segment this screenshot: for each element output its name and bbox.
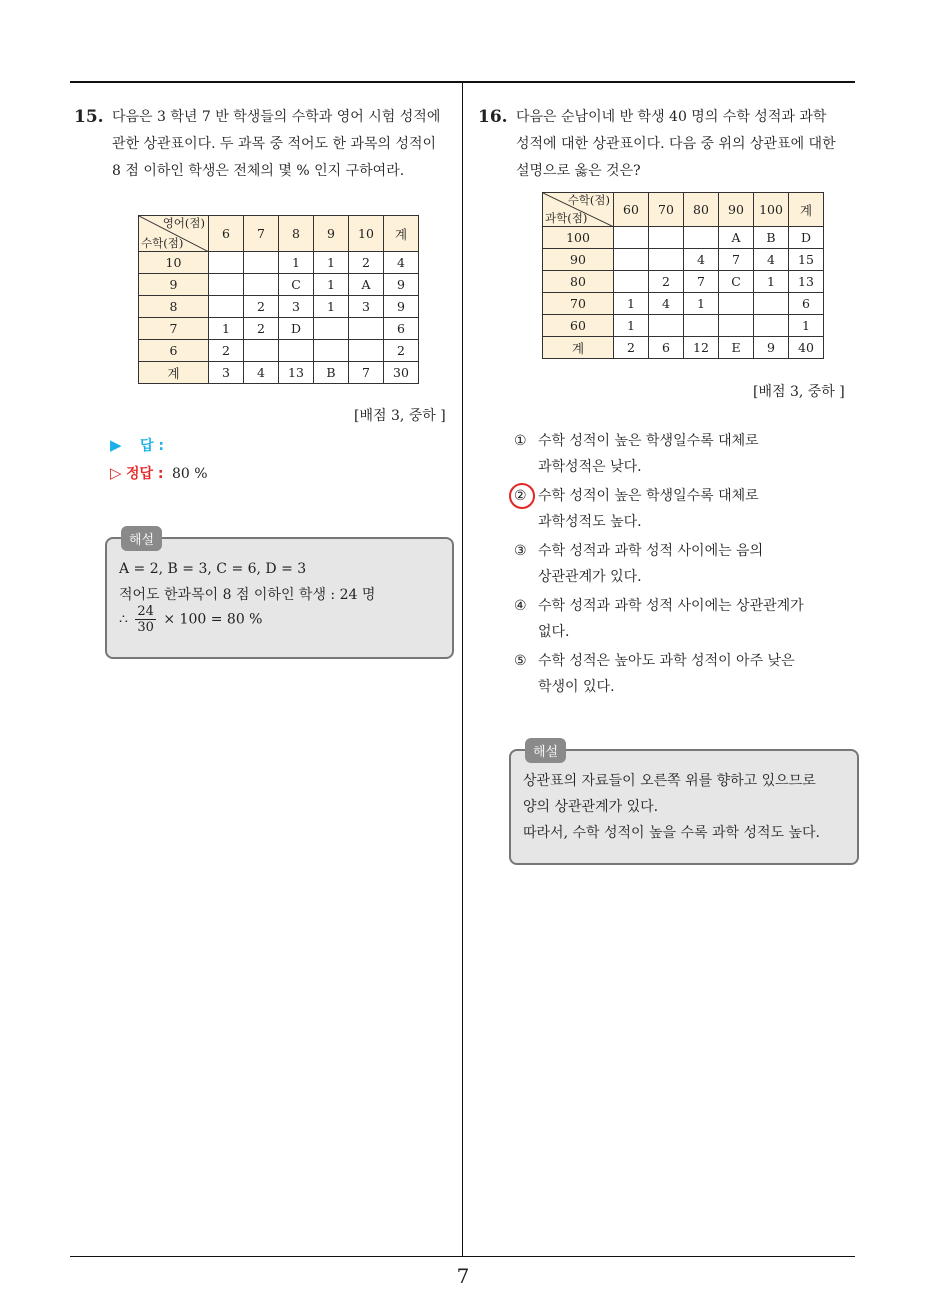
row-header: 9 xyxy=(139,274,209,296)
column-header: 70 xyxy=(649,193,684,227)
table-cell: 1 xyxy=(314,252,349,274)
score-label-16: [배점 3, 중하 ] xyxy=(753,384,845,400)
selected-answer-circle xyxy=(509,483,535,509)
answer-label: 답 : xyxy=(140,438,164,454)
table-cell xyxy=(314,318,349,340)
option-mark: ⑤ xyxy=(514,653,527,669)
table-row xyxy=(139,318,419,340)
row-axis-label: 과학(점) xyxy=(545,211,588,225)
table-row xyxy=(543,293,824,315)
table-cell: E xyxy=(719,337,754,359)
table-cell: B xyxy=(314,362,349,384)
table-cell xyxy=(649,227,684,249)
table-cell xyxy=(244,340,279,362)
explanation-line: 따라서, 수학 성적이 높을 수록 과학 성적도 높다. xyxy=(523,825,821,841)
formula-result: × 100 = 80 % xyxy=(163,611,263,628)
option-mark: ① xyxy=(514,433,527,449)
table-cell xyxy=(649,315,684,337)
correlation-table-16 xyxy=(542,192,824,359)
table-cell: 4 xyxy=(649,293,684,315)
table-row xyxy=(543,227,824,249)
column-axis-label: 수학(점) xyxy=(567,193,610,207)
question-15 xyxy=(74,104,459,185)
table-row xyxy=(139,362,419,384)
table-row xyxy=(139,296,419,318)
table-cell xyxy=(314,340,349,362)
option-mark: ④ xyxy=(514,598,527,614)
table-cell xyxy=(754,293,789,315)
table-cell: 6 xyxy=(384,318,419,340)
row-header: 100 xyxy=(543,227,614,249)
table-cell: 15 xyxy=(789,249,824,271)
correct-answer-value: 80 % xyxy=(171,466,208,482)
table-cell: 1 xyxy=(614,315,649,337)
table-cell: 4 xyxy=(684,249,719,271)
table-cell xyxy=(614,249,649,271)
table-cell: 13 xyxy=(279,362,314,384)
option-5[interactable] xyxy=(514,648,795,700)
option-text xyxy=(538,593,804,645)
option-text xyxy=(538,428,759,480)
option-4[interactable] xyxy=(514,593,804,645)
table-cell: 30 xyxy=(384,362,419,384)
option-line: 없다. xyxy=(538,624,570,640)
table-cell: C xyxy=(719,271,754,293)
table-cell: 9 xyxy=(384,274,419,296)
column-header: 90 xyxy=(719,193,754,227)
column-header: 100 xyxy=(754,193,789,227)
table-cell: 7 xyxy=(684,271,719,293)
table-cell xyxy=(349,340,384,362)
table-cell xyxy=(649,249,684,271)
column-header: 7 xyxy=(244,216,279,252)
table-cell xyxy=(684,227,719,249)
fraction-denominator: 30 xyxy=(137,620,154,635)
row-header: 8 xyxy=(139,296,209,318)
option-text xyxy=(538,483,759,535)
explanation-line: 양의 상관관계가 있다. xyxy=(523,799,659,815)
option-line: 학생이 있다. xyxy=(538,679,615,695)
table-cell: A xyxy=(349,274,384,296)
column-header: 10 xyxy=(349,216,384,252)
option-1[interactable] xyxy=(514,428,759,480)
table-row xyxy=(543,271,824,293)
table-cell: 1 xyxy=(614,293,649,315)
table-cell: D xyxy=(789,227,824,249)
table-row xyxy=(543,249,824,271)
row-axis-label: 수학(점) xyxy=(141,236,184,250)
question-line: 다음은 순남이네 반 학생 40 명의 수학 성적과 과학 xyxy=(516,109,827,125)
table-cell: 6 xyxy=(649,337,684,359)
table-cell: 2 xyxy=(209,340,244,362)
column-header: 계 xyxy=(789,193,824,227)
option-line: 수학 성적과 과학 성적 사이에는 상관관계가 xyxy=(538,598,804,614)
option-line: 수학 성적은 높아도 과학 성적이 아주 낮은 xyxy=(538,653,795,669)
question-text xyxy=(516,104,863,185)
table-cell xyxy=(684,315,719,337)
question-number: 16. xyxy=(478,107,508,127)
table-corner xyxy=(139,216,209,252)
table-cell: 1 xyxy=(684,293,719,315)
option-mark: ② xyxy=(514,488,527,504)
explanation-tag: 해설 xyxy=(121,526,162,551)
table-cell: 9 xyxy=(384,296,419,318)
table-cell xyxy=(754,315,789,337)
table-cell: 4 xyxy=(754,249,789,271)
table-cell xyxy=(209,274,244,296)
column-header: 80 xyxy=(684,193,719,227)
score-label-15: [배점 3, 중하 ] xyxy=(354,408,446,424)
option-line: 과학성적은 낮다. xyxy=(538,459,642,475)
table-cell: 2 xyxy=(349,252,384,274)
row-header: 계 xyxy=(139,362,209,384)
table-cell: 4 xyxy=(384,252,419,274)
row-header: 70 xyxy=(543,293,614,315)
table-row xyxy=(543,315,824,337)
table-cell: 1 xyxy=(314,274,349,296)
question-line: 다음은 3 학년 7 반 학생들의 수학과 영어 시험 성적에 xyxy=(112,109,441,125)
table-cell: 1 xyxy=(754,271,789,293)
table-row xyxy=(139,274,419,296)
column-header: 계 xyxy=(384,216,419,252)
table-cell xyxy=(244,252,279,274)
explanation-tag: 해설 xyxy=(525,738,566,763)
correct-answer-arrow-icon: ▷ xyxy=(110,464,122,482)
table-cell: C xyxy=(279,274,314,296)
column-header: 60 xyxy=(614,193,649,227)
row-header: 60 xyxy=(543,315,614,337)
option-mark: ③ xyxy=(514,543,527,559)
therefore-symbol: ∴ xyxy=(119,611,128,628)
table-cell: 3 xyxy=(349,296,384,318)
table-cell: B xyxy=(754,227,789,249)
table-cell: 2 xyxy=(384,340,419,362)
table-cell: D xyxy=(279,318,314,340)
question-line: 관한 상관표이다. 두 과목 중 적어도 한 과목의 성적이 xyxy=(112,136,437,152)
table-cell xyxy=(209,296,244,318)
fraction xyxy=(135,604,156,635)
explanation-box-15 xyxy=(105,533,454,659)
explanation-line: A = 2, B = 3, C = 6, D = 3 xyxy=(119,561,307,577)
table-cell: 6 xyxy=(789,293,824,315)
option-3[interactable] xyxy=(514,538,763,590)
table-cell: 12 xyxy=(684,337,719,359)
table-cell: 7 xyxy=(349,362,384,384)
column-axis-label: 영어(점) xyxy=(162,216,205,230)
option-line: 상관관계가 있다. xyxy=(538,569,642,585)
explanation-line: 상관표의 자료들이 오른쪽 위를 향하고 있으므로 xyxy=(523,773,816,789)
explanation-line: 적어도 한과목이 8 점 이하인 학생 : 24 명 xyxy=(119,587,376,603)
table-row xyxy=(543,337,824,359)
table-cell xyxy=(349,318,384,340)
column-header: 6 xyxy=(209,216,244,252)
bottom-rule xyxy=(70,1256,855,1257)
table-cell: 2 xyxy=(244,318,279,340)
table-cell: 7 xyxy=(719,249,754,271)
table-cell xyxy=(244,274,279,296)
table-cell: 2 xyxy=(244,296,279,318)
row-header: 90 xyxy=(543,249,614,271)
table-cell xyxy=(614,227,649,249)
table-cell: 1 xyxy=(314,296,349,318)
answer-arrow-icon: ▶ xyxy=(110,436,122,454)
option-line: 수학 성적이 높은 학생일수록 대체로 xyxy=(538,433,759,449)
question-number: 15. xyxy=(74,107,104,127)
row-header: 6 xyxy=(139,340,209,362)
correct-answer-label: 정답 : xyxy=(126,466,164,482)
table-row xyxy=(139,252,419,274)
table-cell xyxy=(719,315,754,337)
row-header: 80 xyxy=(543,271,614,293)
table-cell: 1 xyxy=(789,315,824,337)
row-header: 7 xyxy=(139,318,209,340)
option-line: 수학 성적이 높은 학생일수록 대체로 xyxy=(538,488,759,504)
table-cell: 2 xyxy=(614,337,649,359)
table-cell xyxy=(279,340,314,362)
row-header: 10 xyxy=(139,252,209,274)
table-cell: 3 xyxy=(209,362,244,384)
table-cell: 1 xyxy=(279,252,314,274)
table-corner xyxy=(543,193,614,227)
column-header: 9 xyxy=(314,216,349,252)
page-number: 7 xyxy=(456,1264,470,1288)
option-line: 과학성적도 높다. xyxy=(538,514,642,530)
question-line: 성적에 대한 상관표이다. 다음 중 위의 상관표에 대한 xyxy=(516,136,836,152)
table-cell xyxy=(719,293,754,315)
correct-answer-line xyxy=(110,463,208,483)
table-cell: 3 xyxy=(279,296,314,318)
table-cell: 2 xyxy=(649,271,684,293)
column-divider xyxy=(462,81,463,1256)
table-cell: 9 xyxy=(754,337,789,359)
option-2[interactable] xyxy=(514,483,759,535)
table-cell: 13 xyxy=(789,271,824,293)
explanation-formula xyxy=(119,604,375,635)
question-line: 8 점 이하인 학생은 전체의 몇 % 인지 구하여라. xyxy=(112,163,405,179)
table-cell: A xyxy=(719,227,754,249)
fraction-numerator: 24 xyxy=(137,604,154,619)
question-text xyxy=(112,104,459,185)
option-text xyxy=(538,538,763,590)
answer-line xyxy=(110,435,164,455)
table-cell: 4 xyxy=(244,362,279,384)
row-header: 계 xyxy=(543,337,614,359)
option-line: 수학 성적과 과학 성적 사이에는 음의 xyxy=(538,543,764,559)
question-16 xyxy=(478,104,863,185)
correlation-table-15 xyxy=(138,215,419,384)
option-text xyxy=(538,648,795,700)
table-cell xyxy=(209,252,244,274)
column-header: 8 xyxy=(279,216,314,252)
explanation-box-16 xyxy=(509,745,859,865)
table-cell: 1 xyxy=(209,318,244,340)
table-cell xyxy=(614,271,649,293)
question-line: 설명으로 옳은 것은? xyxy=(516,163,641,179)
table-row xyxy=(139,340,419,362)
table-cell: 40 xyxy=(789,337,824,359)
